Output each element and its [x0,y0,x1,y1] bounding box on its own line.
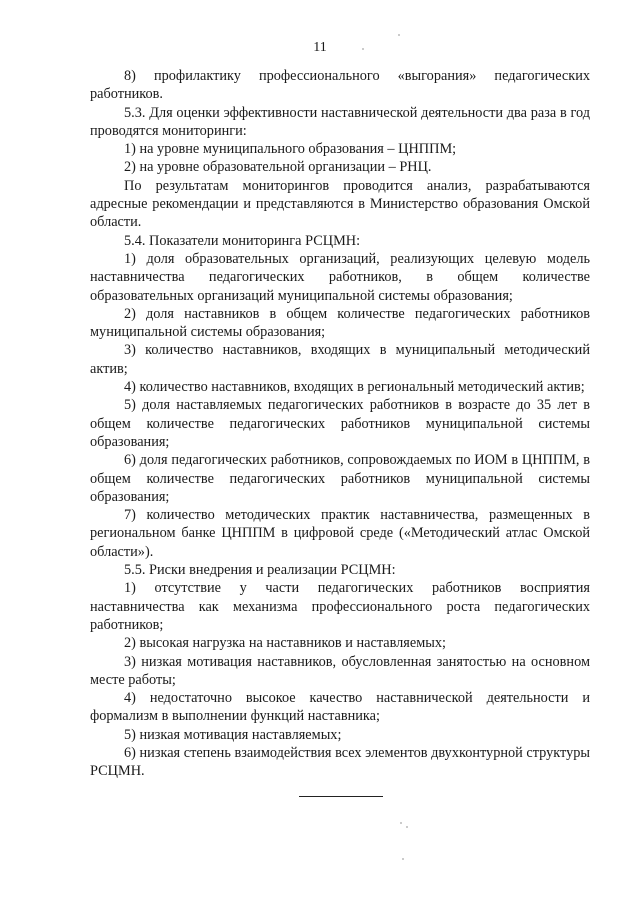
list-item: 7) количество методических практик наставничества, размещенных в региональном банке ЦНППМ в цифровой среде («Методический атлас Омской области»). [90,507,590,560]
section-5-5-heading: 5.5. Риски внедрения и реализации РСЦМН: [124,562,396,579]
scan-speck [406,826,408,828]
page-number: 11 [313,40,327,55]
section-5-3-heading: 5.3. Для оценки эффективности наставнической деятельности два раза в год проводятся мониторинги: [90,104,590,139]
list-item: 1) на уровне муниципального образования – ЦНППМ; [124,141,457,158]
list-item: 3) низкая мотивация наставников, обусловленная занятостью на основном месте работы; [90,653,590,688]
list-item: 5) доля наставляемых педагогических работников в возрасте до 35 лет в общем количестве педагогических работников муниципальной системы образования; [90,397,590,450]
list-item: 4) недостаточно высокое качество наставнической деятельности и формализм в выполнении функций наставника; [90,690,590,725]
scan-speck [398,34,400,36]
document-body [90,67,590,781]
list-item: 3) количество наставников, входящих в муниципальный методический актив; [90,342,590,377]
list-item: 2) доля наставников в общем количестве педагогических работников муниципальной системы образования; [90,305,590,341]
list-item: 1) доля образовательных организаций, реализующих целевую модель наставничества педагогических работников, в общем количестве образовательных организаций муниципальной системы образования; [90,250,590,304]
paragraph: 8) профилактику профессионального «выгорания» педагогических работников. [90,68,590,103]
end-separator-line [299,796,383,797]
list-item: 2) на уровне образовательной организации – РНЦ. [124,159,432,176]
scan-speck [362,48,364,50]
list-item: 6) низкая степень взаимодействия всех элементов двухконтурной структуры РСЦМН. [90,744,590,780]
scan-speck [400,822,402,824]
scan-speck [402,858,404,860]
list-item: 2) высокая нагрузка на наставников и наставляемых; [124,635,446,652]
list-item: 5) низкая мотивация наставляемых; [124,726,342,743]
section-5-4-heading: 5.4. Показатели мониторинга РСЦМН: [124,232,361,249]
paragraph: По результатам мониторингов проводится анализ, разрабатываются адресные рекомендации и представляются в Министерство образования Омской области. [90,177,590,231]
list-item: 4) количество наставников, входящих в региональный методический актив; [124,379,585,396]
list-item: 6) доля педагогических работников, сопровождаемых по ИОМ в ЦНППМ, в общем количестве педагогических работников муниципальной системы образования; [90,452,590,505]
list-item: 1) отсутствие у части педагогических работников восприятия наставничества как механизма профессионального роста педагогических работников; [90,580,590,633]
